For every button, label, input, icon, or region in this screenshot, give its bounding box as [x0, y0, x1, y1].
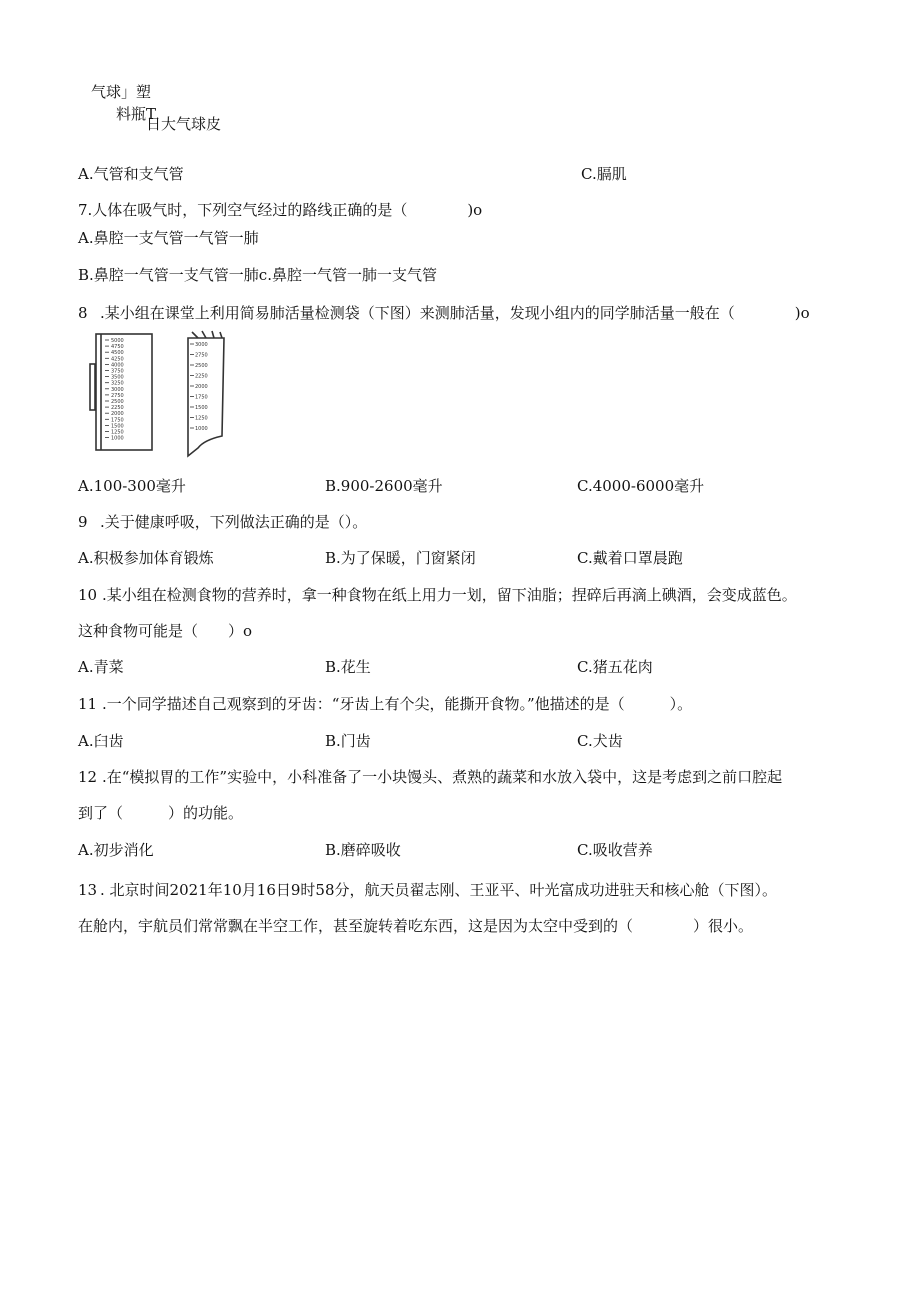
q13-number: 13	[78, 881, 98, 899]
scale-card-tick-label: 2000	[111, 411, 124, 418]
q10-option-c: C.猪五花肉	[577, 658, 653, 676]
scale-card-tick-label: 1750	[111, 417, 124, 424]
q9-stem: .关于健康呼吸，下列做法正确的是（）。	[100, 513, 368, 531]
q12-option-b: B.磨碎吸收	[325, 841, 401, 859]
bag-tick-label: 2000	[195, 384, 208, 390]
bag-tick-label: 2750	[195, 352, 208, 359]
bag-tick-label: 3000	[195, 342, 208, 348]
q9-option-c: C.戴着口罩晨跑	[577, 549, 683, 567]
scale-card-tick-label: 1000	[111, 435, 124, 442]
q8-option-c: C.4000-6000毫升	[577, 477, 705, 495]
scale-card-tick-label: 3750	[111, 368, 124, 375]
scale-card-tick-label: 2500	[111, 399, 124, 405]
q8-number: 8	[78, 304, 88, 322]
q10-option-b: B.花生	[325, 658, 371, 676]
scale-right-ticks	[190, 342, 208, 432]
bag-tick-label: 1750	[195, 394, 208, 401]
scale-card-tick-label: 3500	[111, 374, 124, 381]
q11-option-c: C.犬齿	[577, 732, 623, 750]
scale-card-tick-label: 2250	[111, 405, 124, 412]
q13-stem-line2: 在舱内，宇航员们常常飘在半空工作，甚至旋转着吃东西，这是因为太空中受到的（ ）很小。	[78, 917, 754, 935]
scale-card-tick-label: 4750	[111, 344, 124, 351]
q11-option-a: A.臼齿	[78, 732, 124, 750]
q12-number: 12	[78, 768, 98, 786]
q11-stem: .一个同学描述自己观察到的牙齿：“牙齿上有个尖，能撕开食物。”他描述的是（ ）。	[102, 695, 693, 713]
q9-number: 9	[78, 513, 88, 531]
bag-tick-label: 2500	[195, 363, 208, 369]
q8-option-a: A.100-300毫升	[78, 477, 186, 495]
bag-tick-label: 1250	[195, 415, 208, 422]
scale-card-tick-label: 4000	[111, 362, 124, 369]
q7-option-a: A.鼻腔一支气管一气管一肺	[78, 229, 259, 247]
figure-label-bottle: 料瓶T	[116, 105, 157, 123]
scale-card-tick-label: 1500	[111, 423, 124, 430]
scale-card-tick-label: 3000	[111, 386, 124, 393]
q12-stem: .在“模拟胃的工作”实验中，小科准备了一小块馒头、煮熟的蔬菜和水放入袋中，这是考虑到之前口腔起	[102, 768, 783, 786]
spirometer-bag-figure	[84, 328, 244, 458]
q10-stem-line2: 这种食物可能是（ ）o	[78, 622, 253, 640]
q7-stem: 7.人体在吸气时，下列空气经过的路线正确的是（ )o	[78, 201, 483, 219]
q11-number: 11	[78, 695, 98, 713]
scale-card-tick-label: 5000	[111, 338, 124, 344]
q12-stem-line2: 到了（ ）的功能。	[78, 804, 244, 822]
q6-option-a: A.气管和支气管	[78, 165, 184, 183]
scale-card-tick-label: 4500	[111, 350, 124, 357]
scale-card-tick-label: 4250	[111, 356, 124, 363]
q10-number: 10	[78, 586, 98, 604]
q10-option-a: A.青菜	[78, 658, 124, 676]
q7-option-bc: B.鼻腔一气管一支气管一肺c.鼻腔一气管一肺一支气管	[78, 266, 437, 284]
inflatable-bag	[188, 331, 224, 456]
q12-option-a: A.初步消化	[78, 841, 154, 859]
q9-option-a: A.积极参加体育锻炼	[78, 549, 214, 567]
scale-card-tick-label: 2750	[111, 392, 124, 399]
scale-left-ticks	[105, 338, 124, 442]
q6-option-c: C.膈肌	[581, 165, 627, 183]
figure-label-big-balloon: 日大气球皮	[146, 115, 222, 133]
q8-stem: .某小组在课堂上利用简易肺活量检测袋（下图）来测肺活量，发现小组内的同学肺活量一般在（ )o	[100, 304, 810, 322]
q9-option-b: B.为了保暖，门窗紧闭	[325, 549, 476, 567]
scale-card-tick-label: 3250	[111, 380, 124, 387]
scale-card-tick-label: 1250	[111, 429, 124, 436]
figure-label-balloon: 气球」塑	[91, 83, 152, 101]
bag-tick-label: 1000	[195, 426, 208, 432]
q11-option-b: B.门齿	[325, 732, 371, 750]
bag-tick-label: 1500	[195, 405, 208, 411]
q8-option-b: B.900-2600毫升	[325, 477, 443, 495]
q13-stem: . 北京时间2021年10月16日9时58分，航天员翟志刚、王亚平、叶光富成功进驻天和核心舱（下图）。	[100, 881, 778, 899]
q12-option-c: C.吸收营养	[577, 841, 653, 859]
q10-stem: .某小组在检测食物的营养时，拿一种食物在纸上用力一划，留下油脂；捏碎后再滴上碘酒，会变成蓝色。	[102, 586, 797, 604]
bag-tick-label: 2250	[195, 373, 208, 380]
